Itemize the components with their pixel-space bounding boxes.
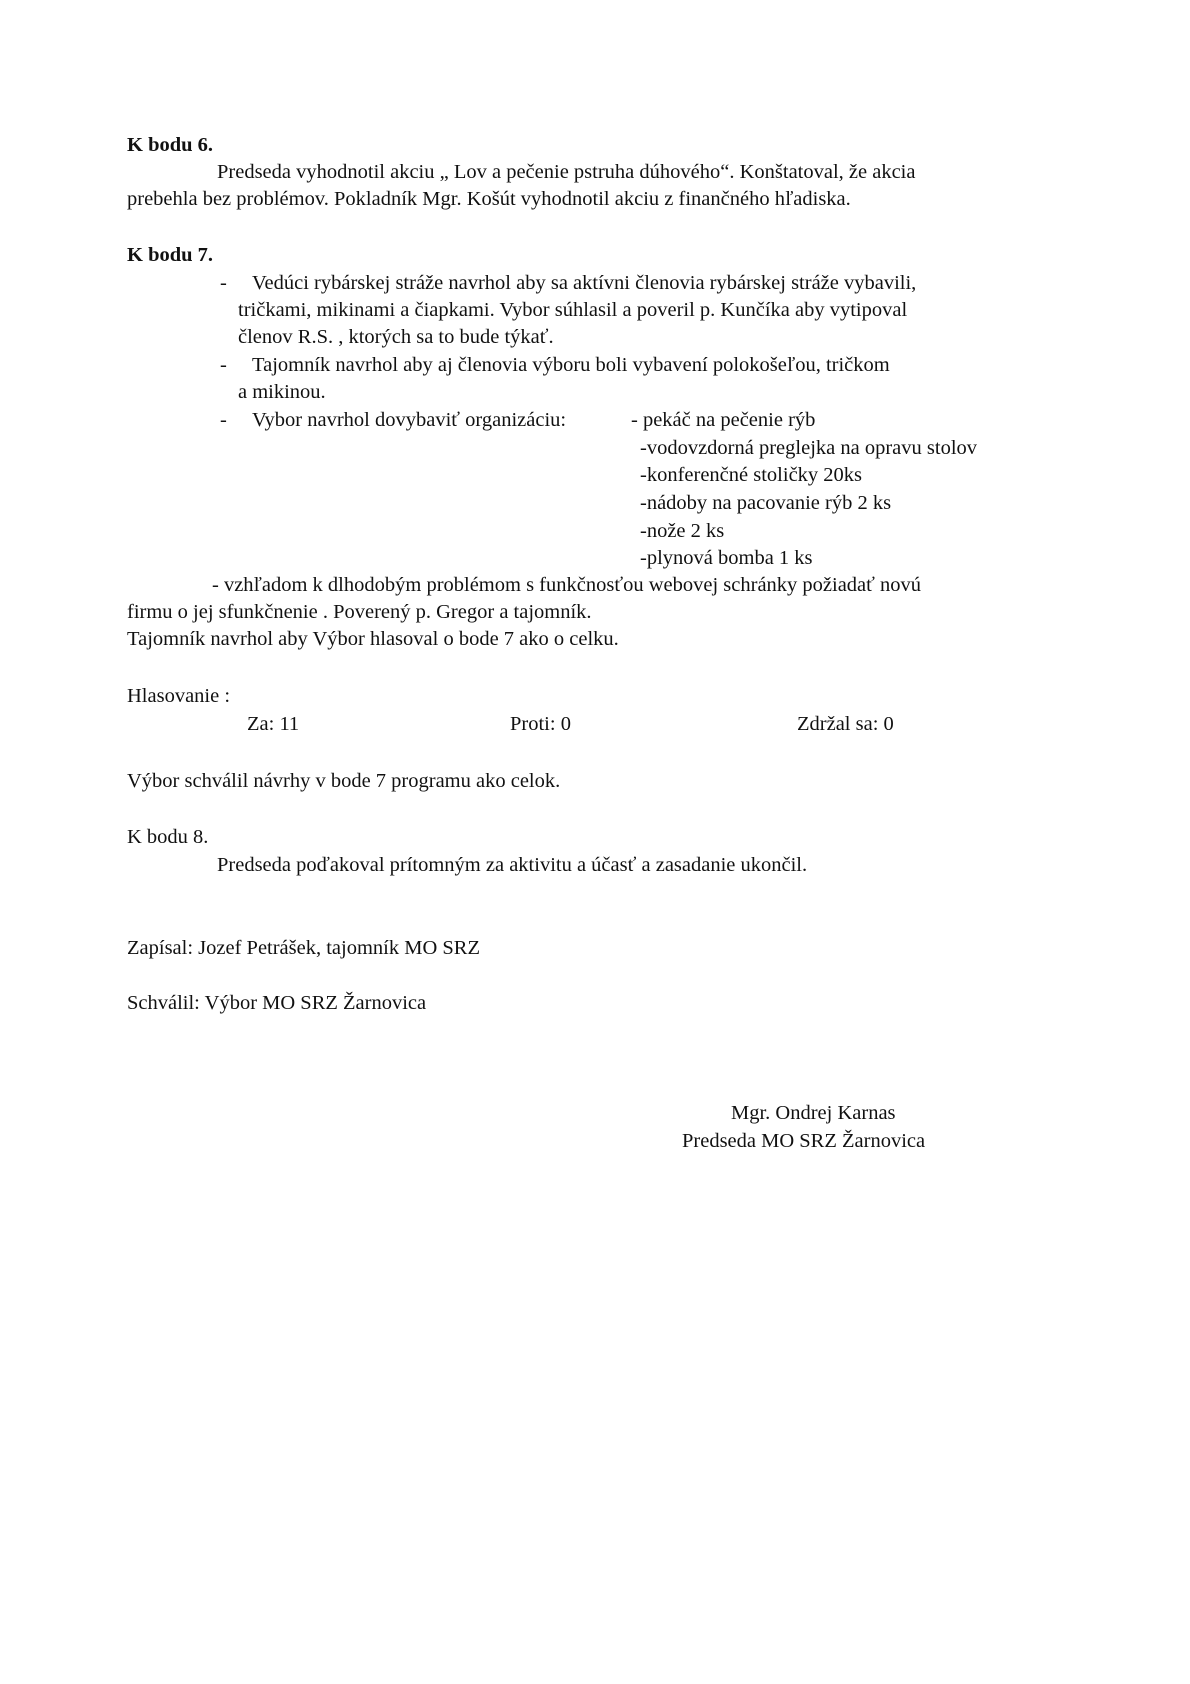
equipment-item: -nože 2 ks [640,520,725,542]
item-4-line-2: firmu o jej sfunkčnenie . Poverený p. Gregor a tajomník. [127,601,592,623]
section-6-heading: K bodu 6. [127,134,214,156]
section-8-heading: K bodu 8. [127,826,209,848]
list-bullet-dash: - [220,272,227,294]
item-1-line-1: Vedúci rybárskej stráže navrhol aby sa aktívni členovia rybárskej stráže vybavili, [252,272,917,294]
item-1-line-2: tričkami, mikinami a čiapkami. Vybor súhlasil a poveril p. Kunčíka aby vytipoval [238,299,908,321]
approved-by: Schválil: Výbor MO SRZ Žarnovica [127,992,427,1014]
voting-label: Hlasovanie : [127,685,231,707]
equipment-item: - pekáč na pečenie rýb [631,409,816,431]
vote-proposal: Tajomník navrhol aby Výbor hlasoval o bode 7 ako o celku. [127,628,619,650]
vote-for: Za: 11 [247,713,300,735]
section-7-heading: K bodu 7. [127,244,214,266]
item-2-line-1: Tajomník navrhol aby aj členovia výboru boli vybavení polokošeľou, tričkom [252,354,890,376]
vote-result: Výbor schválil návrhy v bode 7 programu ako celok. [127,770,561,792]
equipment-item: -plynová bomba 1 ks [640,547,813,569]
item-3-lead: Vybor navrhol dovybaviť organizáciu: [252,409,567,431]
vote-against: Proti: 0 [510,713,571,735]
equipment-item: -konferenčné stoličky 20ks [640,464,863,486]
section-6-paragraph-line-1: Predseda vyhodnotil akciu „ Lov a pečenie pstruha dúhového“. Konštatoval, že akcia [217,161,916,183]
item-2-line-2: a mikinou. [238,381,326,403]
equipment-item: -nádoby na pacovanie rýb 2 ks [640,492,892,514]
signer-name: Mgr. Ondrej Karnas [731,1102,896,1124]
item-1-line-3: členov R.S. , ktorých sa to bude týkať. [238,326,554,348]
section-6-paragraph-line-2: prebehla bez problémov. Pokladník Mgr. Košút vyhodnotil akciu z finančného hľadiska. [127,188,851,210]
recorded-by: Zapísal: Jozef Petrášek, tajomník MO SRZ [127,937,480,959]
section-8-paragraph: Predseda poďakoval prítomným za aktivitu a účasť a zasadanie ukončil. [217,854,808,876]
equipment-item: -vodovzdorná preglejka na opravu stolov [640,437,978,459]
list-bullet-dash: - [220,409,227,431]
item-4-line-1: - vzhľadom k dlhodobým problémom s funkčnosťou webovej schránky požiadať novú [212,574,922,596]
signer-title: Predseda MO SRZ Žarnovica [682,1130,926,1152]
list-bullet-dash: - [220,354,227,376]
vote-abstain: Zdržal sa: 0 [797,713,894,735]
